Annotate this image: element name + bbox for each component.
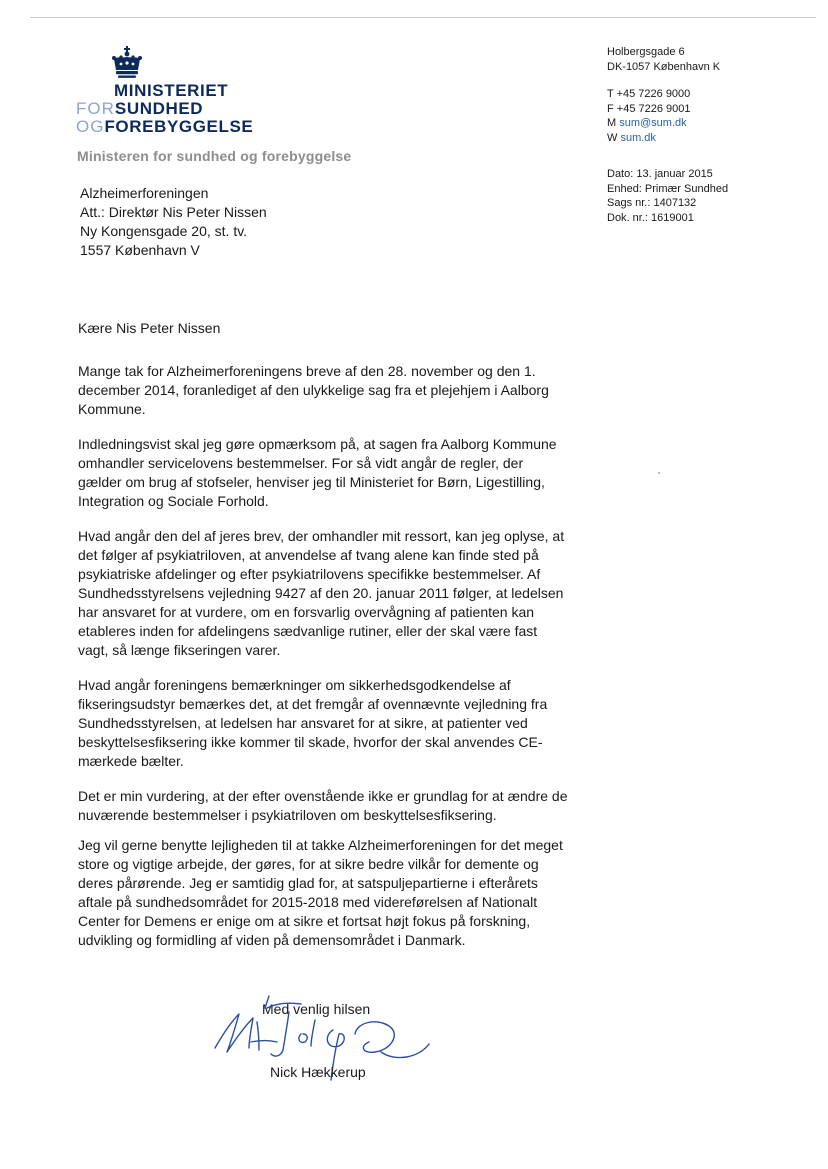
logo-line-forebyggelse [76, 118, 253, 136]
body-paragraph: Jeg vil gerne benytte lejligheden til at takke Alzheimerforeningen for det meget store og vigtige arbejde, der gøres, for at sikre bedre vilkår for demente og deres pårørende. Jeg er samtidig glad for, at satspuljepartierne i efterårets aftale på sundhedsområdet for 2015-2018 med videreførelsen af Nationalt Center for Demens er enige om at sikre et fortsat højt fokus på forskning, udvikling og formidling af viden på demensområdet i Danmark. [78, 837, 563, 948]
meta-date: Dato: 13. januar 2015 [607, 168, 713, 180]
web-prefix: W [607, 131, 618, 144]
contact-channels [607, 87, 728, 145]
sender-line: Ministeren for sundhed og forebyggelse [77, 148, 352, 164]
logo-word-forebyggelse: FOREBYGGELSE [104, 117, 254, 136]
body-paragraph: Mange tak for Alzheimerforeningens breve af den 28. november og den 1. december 2014, foranlediget af den ulykkelige sag fra et plejehjem i Aalborg Kommune. [78, 363, 549, 417]
top-rule [30, 17, 816, 18]
meta-document-number: Dok. nr.: 1619001 [607, 211, 694, 224]
recipient-address [80, 184, 267, 260]
meta-case-number: Sags nr.: 1407132 [607, 197, 697, 209]
recipient-line-4: 1557 København V [80, 242, 200, 258]
contact-mail-row [607, 116, 728, 131]
body-paragraph: Hvad angår foreningens bemærkninger om sikkerhedsgodkendelse af fikseringsudstyr bemærkes det, at det fremgår af ovennævnte vejledning fra Sundhedsstyrelsen, at ledelsen har ansvaret for at sikre, at patienter ved beskyttelsesfiksering ikke kommer til skade, hvorfor der skal anvendes CE-mærkede bælter. [78, 677, 548, 769]
meta-unit: Enhed: Primær Sundhed [607, 182, 729, 195]
contact-city: DK-1057 København K [607, 60, 721, 73]
recipient-line-2: Att.: Direktør Nis Peter Nissen [80, 204, 267, 220]
contact-block [607, 45, 728, 225]
logo-word-sundhed: SUNDHED [114, 99, 204, 118]
recipient-line-3: Ny Kongensgade 20, st. tv. [80, 223, 248, 239]
logo-line-sundhed [76, 100, 203, 118]
crown-icon [110, 46, 144, 80]
body-paragraph: Hvad angår den del af jeres brev, der omhandler mit ressort, kan jeg oplyse, at det følger af psykiatriloven, at anvendelse af tvang alene kan finde sted på psykiatriske afdelinger og efter psykiatrilovens specifikke bestemmelser. Af Sundhedsstyrelsens vejledning 9427 af den 20. januar 2011 følger, at ledelsen har ansvaret for at vurdere, om en forsvarlig overvågning af patienten kan etableres inden for afdelingens sædvanlige rutiner, eller der skal være fast vagt, så længe fikseringen varer. [78, 528, 565, 658]
contact-fax: F +45 7226 9001 [607, 102, 691, 115]
logo-prefix-for: FOR [76, 99, 115, 118]
letter-body [78, 362, 568, 966]
mail-link[interactable]: sum@sum.dk [619, 117, 687, 129]
web-link[interactable]: sum.dk [620, 131, 656, 144]
scan-artifact [658, 472, 660, 474]
body-paragraph: Det er min vurdering, at der efter ovenstående ikke er grundlag for at ændre de nuværende bestemmelser i psykiatriloven om beskyttelsesfiksering. [78, 788, 568, 823]
document-meta [607, 167, 728, 225]
body-paragraph: Indledningsvist skal jeg gøre opmærksom på, at sagen fra Aalborg Kommune omhandler servicelovens bestemmelser. For så vidt angår de regler, der gælder om brug af stofseler, henviser jeg til Ministeriet for Børn, Ligestilling, Integration og Sociale Forhold. [78, 436, 557, 509]
signer-name: Nick Hækkerup [270, 1064, 366, 1080]
logo-line-ministeriet: MINISTERIET [114, 81, 229, 100]
recipient-line-1: Alzheimerforeningen [80, 185, 209, 201]
mail-prefix: M [607, 117, 617, 129]
contact-web-row [607, 131, 728, 146]
logo-prefix-og: OG [76, 117, 105, 136]
contact-street: Holbergsgade 6 [607, 46, 685, 58]
salutation: Kære Nis Peter Nissen [78, 320, 221, 336]
closing: Med venlig hilsen [262, 1001, 371, 1017]
contact-phone: T +45 7226 9000 [607, 88, 691, 100]
address-group [607, 45, 728, 74]
